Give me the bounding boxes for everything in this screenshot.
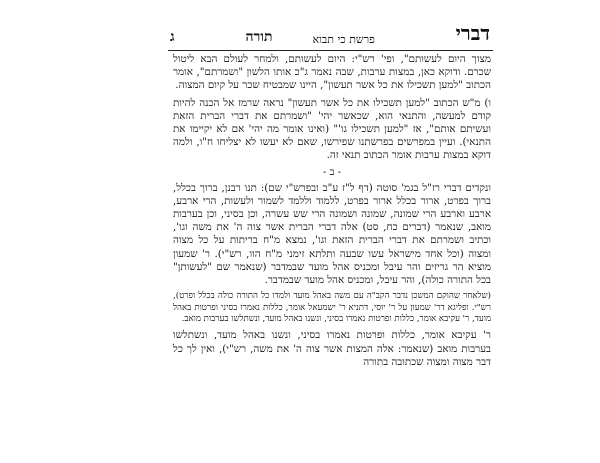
paragraph: מצוך היום לעשותם", ופי' רש"י: היום לעשותם, ולמחר לעולם הבא ליטול שכרם. ודוקא כאן, במצות ערבות, שבה נאמר ג"כ אותו הלשון "ושמרתם", אומר הכתוב "למען תשכילו את כל אשר תעשון", היינו שמבטיח שכר על קיום המצוה. xyxy=(173,53,491,92)
small-print-paragraph: (שלאחר שהוקם המשכן נדבר הקב"ה עם משה באהל מועד ולמדו כל התורה כולה בכלל ופרט), רש"י. ופליגא דר' שמעון על ר' יוסי, דתניא ר' ישמעאל אומר, כללות נאמרו בסיני ופרטות באהל מועד, ר' עקיבא אומר, כללות ופרטות נאמרו בסיני, ונשנו באהל מועד, ונשתלשו בערבות מואב. xyxy=(173,291,491,325)
section-separator: - ב - xyxy=(323,166,341,178)
book-title: דברי xyxy=(455,21,490,45)
parsha-name: פרשת כי תבוא xyxy=(312,33,375,46)
page-header xyxy=(170,21,490,46)
paragraph: ר' עקיבא אומר, כללות ופרטות נאמרו בסיני, ונשנו באהל מועד, ונשתלשו בערבות מואב (שנאמר: אלה המצות אשר צוה ה' את משה, רש"י), ואין לך כל דבר מצוה ומצוה שכתובה בתורה xyxy=(173,329,491,368)
torah-label: תורה xyxy=(245,29,273,45)
header-middle xyxy=(245,29,384,46)
chapter-number: ג xyxy=(170,29,175,45)
text-body xyxy=(173,53,491,369)
paragraph: ו) מ"ש הכתוב "למען תשכילו את כל אשר תעשון" נראה שרמז אל הכנה להיות קודם למעשה, והתנאי הוא, שכאשר יהי' "ושמרתם את דברי הברית הזאת ועשיתם אותם", אז "למען תשכילו גו'" (ואינו אומר מה יהי' אם לא יקיימו את התנאי). ועיין במפרשים בפרשתנו שפירשו, שאם לא יעשו לא יצליחו ח"ו, ולמה דוקא במצות ערבות אומר הכתוב תנאי זה. xyxy=(173,96,491,162)
header-rule xyxy=(168,50,493,51)
paragraph: ונקדים דברי רז"ל בגמ' סוטה (דף ל"ז ע"ב ובפרש"י שם): תנו רבנן, ברוך בכלל, ברוך בפרט, ארור בכלל ארור בפרט, ללמוד וללמד לשמור ולעשות, הרי ארבע, ארבע וארבע הרי שמונה, שמונה ושמונה הרי שש עשרה, וכן בסיני, וכן בערבות מואב, שנאמר (דברים כח, סט) אלה דברי הברית אשר צוה ה' את משה וגו', וכתיב ושמרתם את דברי הברית הזאת וגו', נמצא מ"ח בריתות על כל מצוה ומצוה (וכל אחד מישראל עשו שבעה ותלתא זימני מ"ח הוו, רש"י). ר' שמעון מוציא הר גריזים והר עיבל ומכניס אהל מועד שבמדבר (שנאמר שם "לעשותן" בכל התורה כולה), והר עיבל, ומכניס אהל מועד שבמדבר. xyxy=(173,181,491,287)
